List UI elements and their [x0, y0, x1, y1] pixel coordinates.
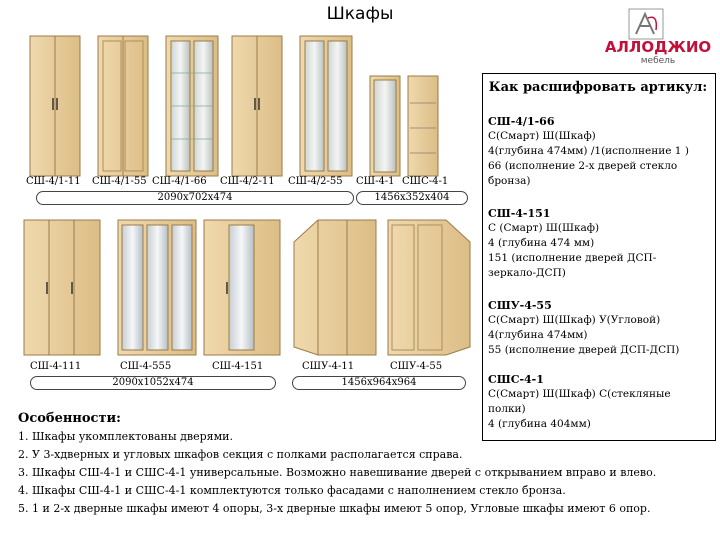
feature-item: 1. Шкафы укомплектованы дверями.: [18, 430, 233, 443]
features-list: [18, 428, 718, 518]
decoder-code: СШ-4/1-66: [488, 115, 555, 128]
decoder-code: СШС-4-1: [488, 373, 544, 386]
decoder-line: бронза): [488, 175, 531, 187]
cabinet-sh-4-151: [204, 220, 280, 355]
decoder-line: полки): [488, 403, 526, 415]
article-decoder-panel: [482, 73, 716, 441]
dimensions-row1-small: 1456х352х404: [356, 191, 468, 205]
brand-logo-icon: [628, 8, 664, 40]
decoder-code: СШУ-4-55: [488, 299, 552, 312]
decoder-heading: Как расшифровать артикул:: [488, 80, 708, 95]
label-sh-4-1-66: СШ-4/1-66: [152, 176, 207, 187]
label-shu-4-55: СШУ-4-55: [390, 361, 443, 372]
cabinet-sh-4-111: [24, 220, 100, 355]
label-sh-4-111: СШ-4-111: [30, 361, 82, 372]
dimensions-row1-main: 2090х702х474: [36, 191, 354, 205]
dimensions-row2-corner: 1456х964х964: [292, 376, 466, 390]
dimensions-row2-main: 2090х1052х474: [30, 376, 276, 390]
decoder-entry: [488, 206, 710, 281]
label-sh-4-555: СШ-4-555: [120, 361, 172, 372]
decoder-line: С(Смарт) Ш(Шкаф) С(стекляные: [488, 388, 671, 400]
brand-logo-subtitle: мебель: [640, 56, 676, 66]
decoder-line: С (Смарт) Ш(Шкаф): [488, 222, 600, 234]
label-sh-4-2-11: СШ-4/2-11: [220, 176, 275, 187]
cabinet-sh-4-1: [370, 76, 400, 176]
decoder-line: 4(глубина 474мм): [488, 329, 588, 341]
feature-item: 2. У 3-хдверных и угловых шкафов секция с полками располагается справа.: [18, 448, 463, 461]
cabinet-sh-4-555: [118, 220, 196, 355]
decoder-line: зеркало-ДСП): [488, 267, 566, 279]
brand-logo-text: АЛЛОДЖИО: [604, 38, 712, 56]
label-shu-4-11: СШУ-4-11: [302, 361, 355, 372]
label-sh-4-1: СШ-4-1: [356, 176, 395, 187]
cabinet-sh-4-1-66: [166, 36, 218, 176]
cabinet-sh-4-2-55: [300, 36, 352, 176]
cabinet-shu-4-11: [294, 220, 376, 355]
label-sh-4-151: СШ-4-151: [212, 361, 264, 372]
decoder-line: 151 (исполнение дверей ДСП-: [488, 252, 657, 264]
decoder-entry: [488, 372, 710, 432]
label-shs-4-1: СШС-4-1: [402, 176, 449, 187]
decoder-line: С(Смарт) Ш(Шкаф): [488, 130, 596, 142]
feature-item: 3. Шкафы СШ-4-1 и СШС-4-1 универсальные. Возможно навешивание дверей с открыванием вправо и влево.: [18, 466, 657, 479]
cabinet-sh-4-1-11: [30, 36, 80, 176]
page-title: Шкафы: [326, 4, 394, 24]
feature-item: 5. 1 и 2-х дверные шкафы имеют 4 опоры, 3-х дверные шкафы имеют 5 опор, Угловые шкафы имеют 6 опор.: [18, 502, 651, 515]
decoder-line: 4 (глубина 474 мм): [488, 237, 595, 249]
cabinet-sh-4-2-11: [232, 36, 282, 176]
decoder-code: СШ-4-151: [488, 207, 551, 220]
cabinet-row-1: [18, 8, 488, 203]
decoder-line: С(Смарт) Ш(Шкаф) У(Угловой): [488, 314, 661, 326]
label-sh-4-2-55: СШ-4/2-55: [288, 176, 343, 187]
cabinet-shu-4-55: [388, 220, 470, 355]
features-title: Особенности:: [18, 411, 121, 426]
cabinet-row-2: [18, 212, 488, 372]
decoder-line: 4 (глубина 404мм): [488, 418, 591, 430]
cabinet-sh-4-1-55: [98, 36, 148, 176]
decoder-line: 55 (исполнение дверей ДСП-ДСП): [488, 344, 680, 356]
label-sh-4-1-11: СШ-4/1-11: [26, 176, 81, 187]
feature-item: 4. Шкафы СШ-4-1 и СШС-4-1 комплектуются только фасадами с наполнением стекло бронза.: [18, 484, 566, 497]
decoder-entry: [488, 298, 710, 358]
decoder-entry: [488, 114, 710, 189]
decoder-line: 4(глубина 474мм) /1(исполнение 1 ): [488, 145, 689, 157]
cabinet-shs-4-1: [408, 76, 438, 176]
label-sh-4-1-55: СШ-4/1-55: [92, 176, 147, 187]
decoder-line: 66 (исполнение 2-х дверей стекло: [488, 160, 678, 172]
